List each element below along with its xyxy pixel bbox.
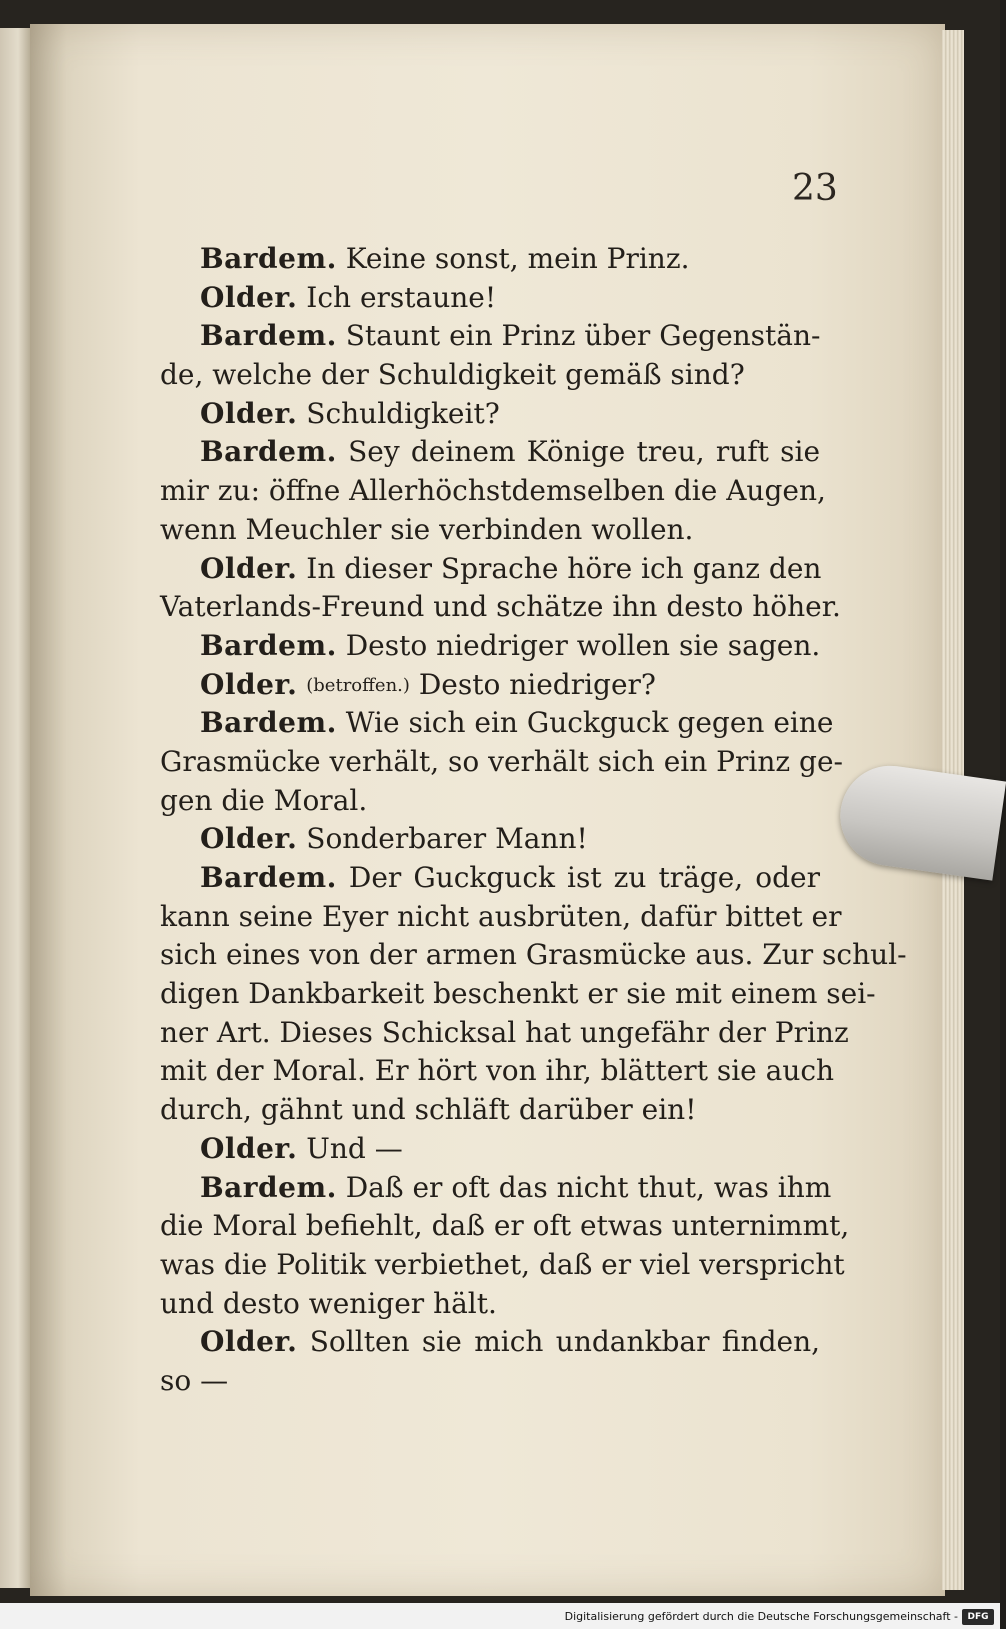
text-line	[160, 240, 820, 279]
line-text: die Moral befiehlt, daß er oft etwas unternimmt,	[160, 1209, 850, 1243]
page-text	[160, 240, 907, 1401]
line-text: Ich erstaune!	[306, 280, 497, 314]
funding-credit: Digitalisierung gefördert durch die Deutsche Forschungsgemeinschaft -	[564, 1610, 958, 1623]
text-line	[160, 550, 820, 589]
text-line	[160, 1207, 850, 1246]
text-line	[160, 820, 820, 859]
text-line	[160, 356, 820, 395]
line-text: so —	[160, 1363, 229, 1397]
text-line	[160, 859, 820, 898]
speaker-name: Bardem.	[200, 319, 337, 353]
text-line	[160, 395, 820, 434]
text-line	[160, 627, 820, 666]
line-text: Sonderbarer Mann!	[306, 822, 588, 856]
line-text: Desto niedriger?	[418, 667, 656, 701]
line-text: Daß er oft das nicht thut, was ihm	[345, 1170, 832, 1204]
text-line	[160, 317, 820, 356]
text-line	[160, 472, 826, 511]
speaker-name: Older.	[200, 551, 298, 585]
speaker-name: Older.	[200, 822, 298, 856]
text-line	[160, 1323, 820, 1362]
footer-bar	[0, 1603, 1000, 1629]
speaker-name: Older.	[200, 1325, 298, 1359]
text-line	[160, 975, 876, 1014]
line-text: Und —	[306, 1131, 403, 1165]
line-text: Vaterlands-Freund und schätze ihn desto höher.	[160, 590, 841, 624]
dfg-logo-icon: DFG	[962, 1609, 994, 1625]
line-text: Grasmücke verhält, so verhält sich ein Prinz ge-	[160, 744, 843, 778]
text-line	[160, 588, 841, 627]
line-text: Staunt ein Prinz über Gegenstän-	[345, 319, 821, 353]
page-number: 23	[792, 168, 838, 209]
line-text: Keine sonst, mein Prinz.	[345, 242, 690, 275]
facing-page-edge	[0, 28, 30, 1588]
line-text: Sollten sie mich undankbar finden,	[309, 1325, 821, 1359]
speaker-name: Older.	[200, 667, 298, 701]
speaker-name: Older.	[200, 396, 298, 430]
line-text: was die Politik verbiethet, daß er viel verspricht	[160, 1247, 845, 1281]
line-text: In dieser Sprache höre ich ganz den	[306, 551, 822, 585]
speaker-name: Older.	[200, 280, 298, 314]
text-line	[160, 279, 820, 318]
line-text: Wie sich ein Guckguck gegen eine	[345, 706, 834, 740]
speaker-name: Bardem.	[200, 706, 337, 740]
stage-direction: (betroffen.)	[306, 674, 410, 696]
line-text: mir zu: öffne Allerhöchstdemselben die Augen,	[160, 474, 826, 508]
line-text: de, welche der Schuldigkeit gemäß sind?	[160, 358, 745, 392]
text-line	[160, 936, 907, 975]
line-text: und desto weniger hält.	[160, 1286, 497, 1320]
text-line	[160, 1091, 820, 1130]
line-text: ner Art. Dieses Schicksal hat ungefähr der Prinz	[160, 1015, 849, 1049]
speaker-name: Bardem.	[200, 242, 337, 275]
text-line	[160, 1130, 820, 1169]
text-line	[160, 1052, 835, 1091]
line-text: mit der Moral. Er hört von ihr, blättert sie auch	[160, 1054, 835, 1088]
speaker-name: Bardem.	[200, 435, 337, 469]
speaker-name: Bardem.	[200, 861, 337, 894]
speaker-name: Bardem.	[200, 628, 337, 662]
line-text: Desto niedriger wollen sie sagen.	[345, 628, 821, 662]
text-line	[160, 782, 820, 821]
text-line	[160, 898, 842, 937]
text-line	[160, 704, 834, 743]
text-line	[160, 743, 843, 782]
text-line	[160, 1246, 845, 1285]
text-line	[160, 1169, 832, 1208]
text-line	[160, 1362, 820, 1401]
line-text: sich eines von der armen Grasmücke aus. Zur schul-	[160, 938, 907, 972]
text-line	[160, 1285, 820, 1324]
line-text: Der Guckguck ist zu träge, oder	[348, 861, 820, 894]
speaker-name: Older.	[200, 1131, 298, 1165]
text-line	[160, 511, 820, 550]
line-text: gen die Moral.	[160, 783, 368, 817]
text-line	[160, 433, 820, 472]
text-line	[160, 666, 820, 705]
line-text: durch, gähnt und schläft darüber ein!	[160, 1093, 697, 1127]
line-text: kann seine Eyer nicht ausbrüten, dafür bittet er	[160, 899, 842, 933]
line-text: Sey deinem Könige treu, ruft sie	[348, 435, 821, 469]
text-line	[160, 1014, 849, 1053]
line-text: wenn Meuchler sie verbinden wollen.	[160, 512, 694, 546]
line-text: Schuldigkeit?	[306, 396, 500, 430]
line-text: digen Dankbarkeit beschenkt er sie mit einem sei-	[160, 977, 876, 1011]
speaker-name: Bardem.	[200, 1170, 337, 1204]
